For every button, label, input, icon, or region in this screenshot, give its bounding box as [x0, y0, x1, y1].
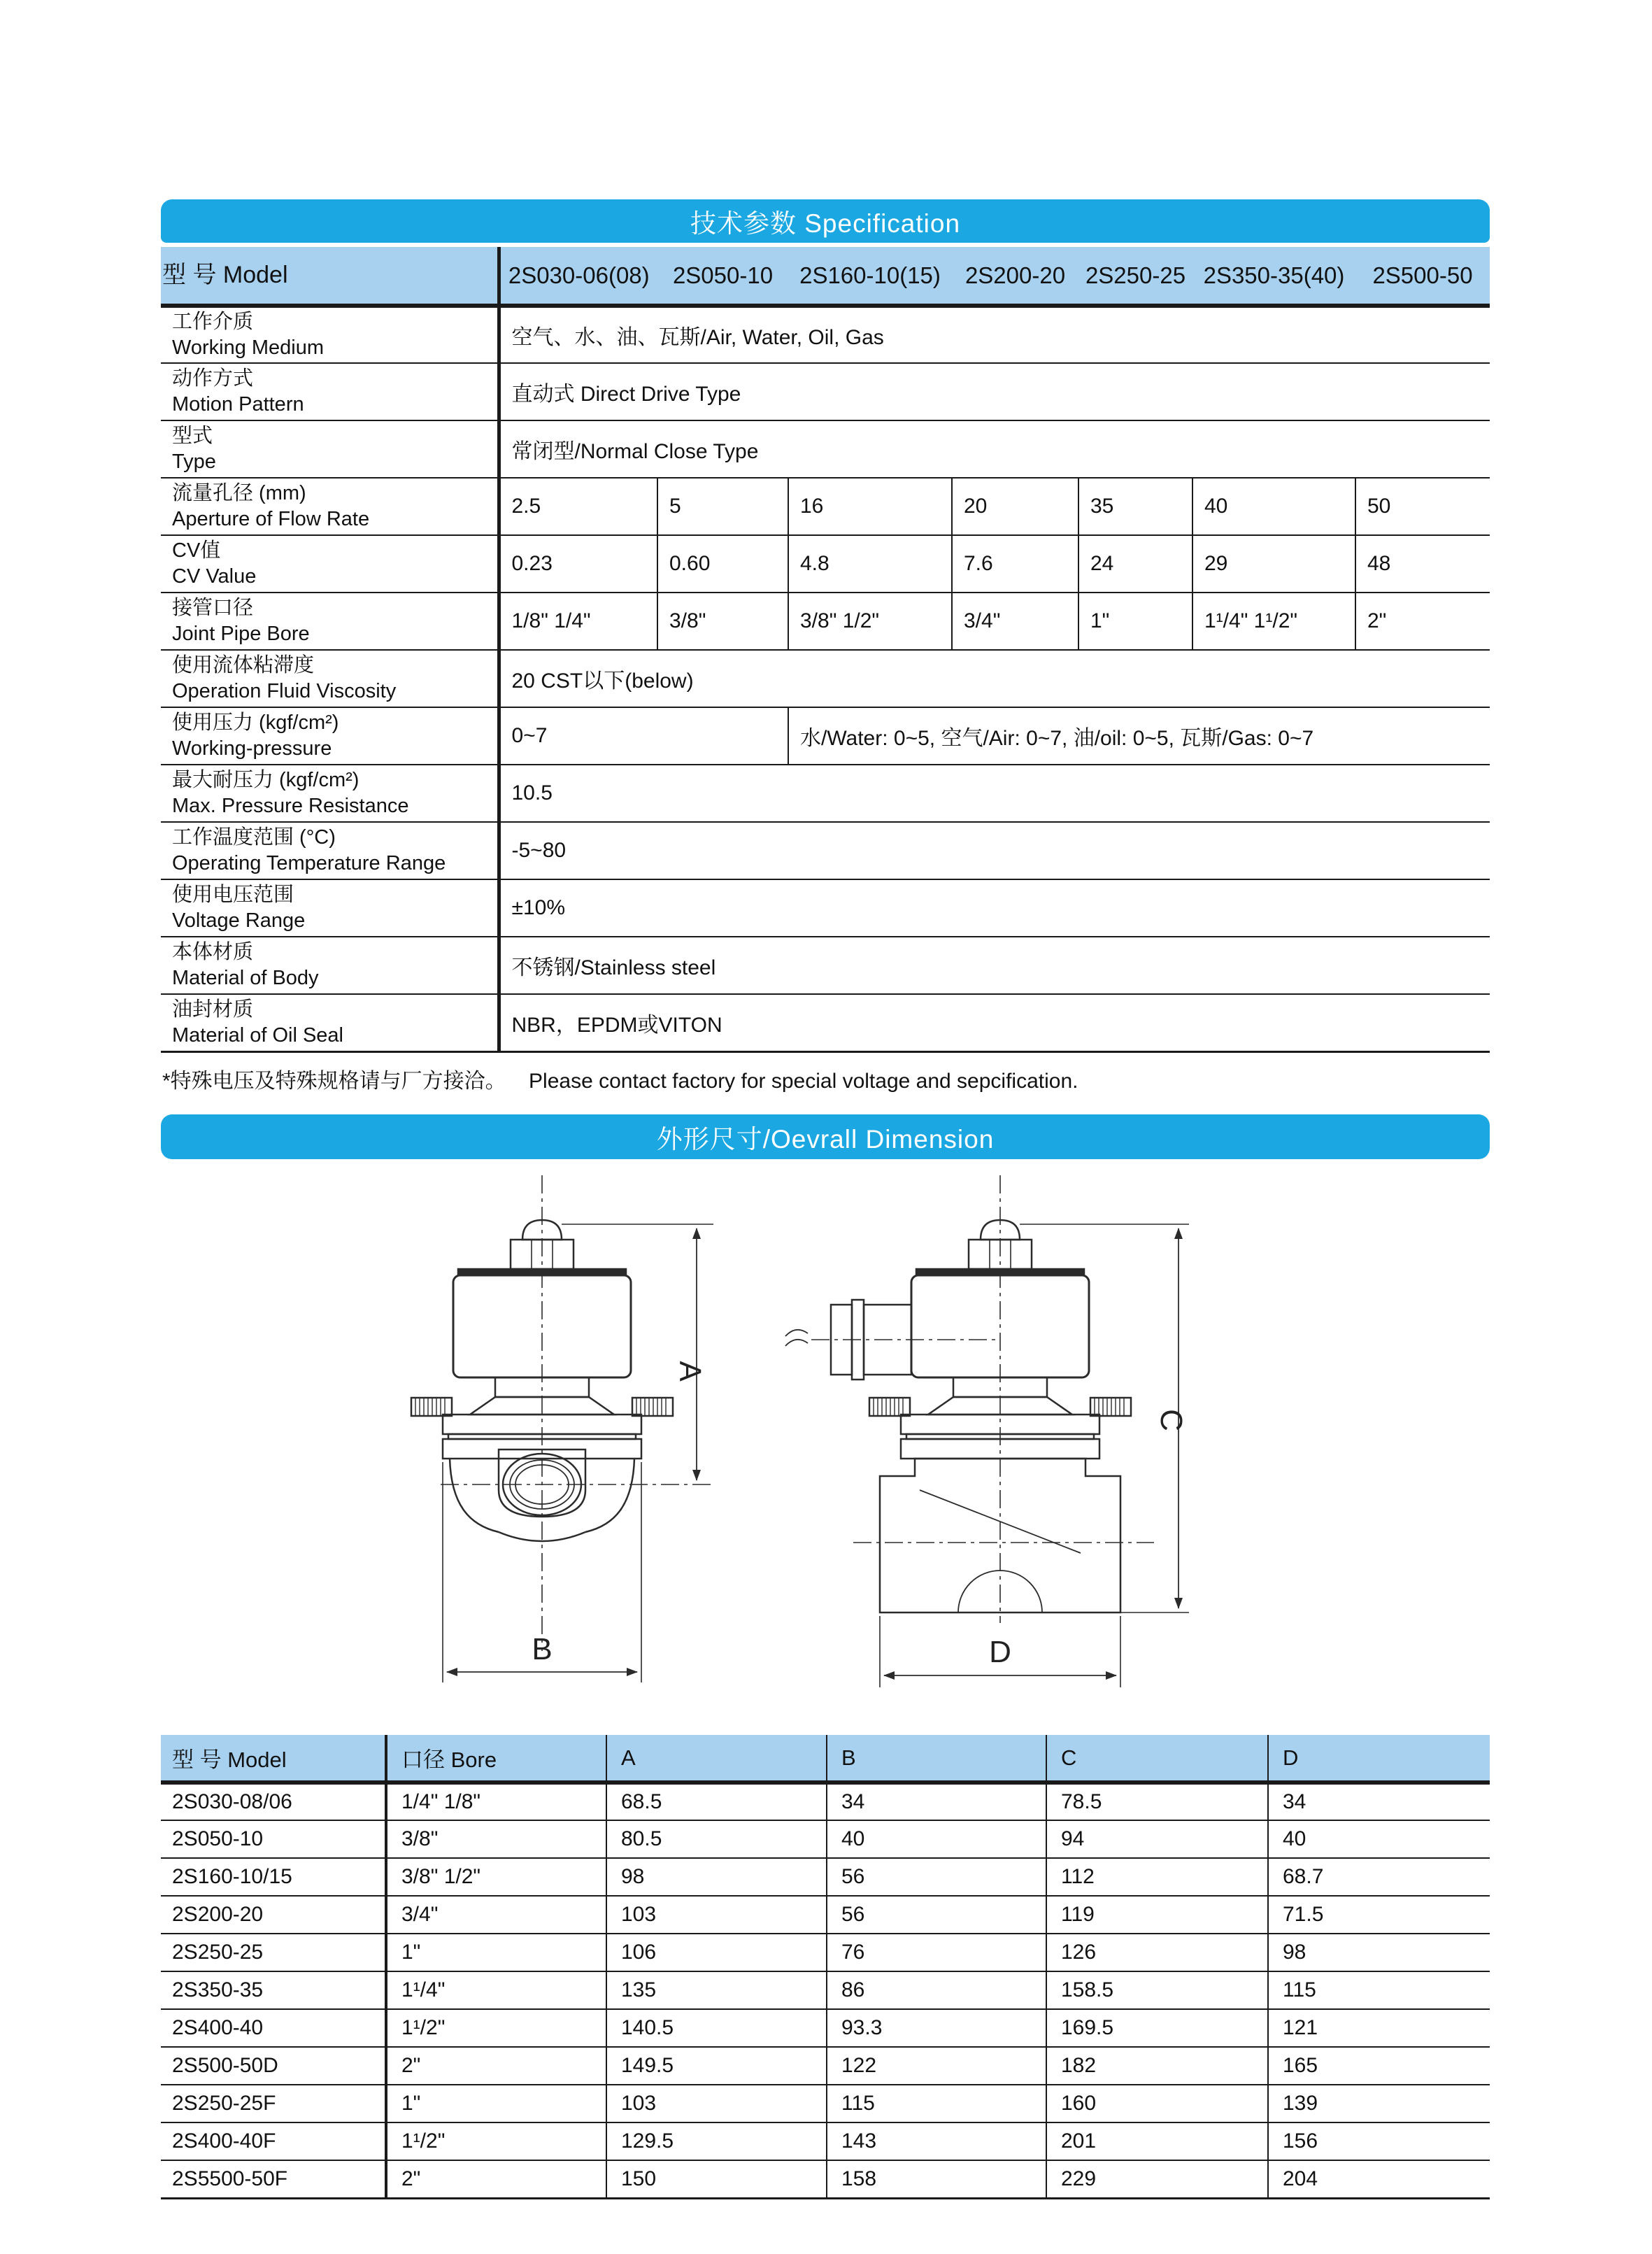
dim-cell-d: 71.5 [1268, 1896, 1490, 1934]
dim-cell-d: 139 [1268, 2085, 1490, 2122]
model-name: 2S500-50 [1355, 247, 1490, 306]
dim-cell-model: 2S500-50D [161, 2047, 386, 2085]
spec-value-cell: 1" [1078, 593, 1192, 650]
dim-cell-b: 76 [827, 1934, 1046, 1971]
spec-row-oil-seal [161, 994, 1490, 1051]
model-header-row [161, 247, 1490, 306]
spec-row-temperature [161, 822, 1490, 879]
model-row-label: 型 号 Model [161, 247, 499, 306]
spec-title-bar [161, 199, 1490, 243]
dim-cell-a: 149.5 [606, 2047, 827, 2085]
dim-cell-b: 158 [827, 2160, 1046, 2198]
dim-cell-a: 80.5 [606, 1820, 827, 1858]
dimension-c-label: C [1154, 1409, 1188, 1431]
dim-cell-a: 103 [606, 2085, 827, 2122]
dim-cell-bore: 1¹/2" [386, 2009, 606, 2047]
dim-cell-a: 106 [606, 1934, 827, 1971]
spec-value-cell: NBR，EPDM或VITON [499, 994, 1490, 1051]
dim-header-bore: 口径 Bore [386, 1735, 606, 1782]
spec-value-cell: 20 CST以下(below) [499, 650, 1490, 707]
dim-cell-model: 2S5500-50F [161, 2160, 386, 2198]
dim-cell-d: 40 [1268, 1820, 1490, 1858]
spec-value-cell: 2.5 [499, 478, 657, 535]
dim-cell-b: 56 [827, 1858, 1046, 1896]
spec-row-label: 使用电压范围 Voltage Range [161, 879, 499, 937]
model-name: 2S200-20 [952, 247, 1078, 306]
dim-cell-bore: 3/8" [386, 1820, 606, 1858]
dimension-table [161, 1735, 1490, 2199]
spec-value-cell: 3/8" 1/2" [788, 593, 952, 650]
spec-title: 技术参数 Specification [690, 209, 961, 238]
dim-cell-c: 94 [1046, 1820, 1268, 1858]
table-row [161, 1971, 1490, 2009]
dim-cell-c: 229 [1046, 2160, 1268, 2198]
spec-value-cell: 3/8" [657, 593, 788, 650]
spec-value-cell: 常闭型/Normal Close Type [499, 420, 1490, 478]
dim-cell-model: 2S250-25F [161, 2085, 386, 2122]
dimension-title: 外形尺寸/Oevrall Dimension [656, 1125, 995, 1154]
spec-row-label: 使用压力 (kgf/cm²) Working-pressure [161, 707, 499, 765]
dim-cell-bore: 1¹/2" [386, 2122, 606, 2160]
side-view-drawing [785, 1175, 1189, 1687]
dim-header-b: B [827, 1735, 1046, 1782]
spec-value-cell: 空气、水、油、瓦斯/Air, Water, Oil, Gas [499, 306, 1490, 363]
spec-row-label: 接管口径 Joint Pipe Bore [161, 593, 499, 650]
spec-value-cell: -5~80 [499, 822, 1490, 879]
spec-row-type [161, 420, 1490, 478]
spec-value-cell: 1/8" 1/4" [499, 593, 657, 650]
dim-cell-b: 34 [827, 1782, 1046, 1820]
footnote-en: Please contact factory for special voltage and sepcification. [529, 1070, 1078, 1093]
dim-cell-c: 126 [1046, 1934, 1268, 1971]
dim-cell-d: 98 [1268, 1934, 1490, 1971]
dim-cell-d: 204 [1268, 2160, 1490, 2198]
spec-row-label: 型式 Type [161, 420, 499, 478]
dim-cell-c: 112 [1046, 1858, 1268, 1896]
table-row [161, 2122, 1490, 2160]
dim-cell-b: 56 [827, 1896, 1046, 1934]
table-row [161, 2009, 1490, 2047]
dim-cell-a: 129.5 [606, 2122, 827, 2160]
spec-row-viscosity [161, 650, 1490, 707]
model-name: 2S050-10 [657, 247, 788, 306]
dim-cell-a: 103 [606, 1896, 827, 1934]
spec-row-aperture [161, 478, 1490, 535]
spec-value-cell: 0.60 [657, 535, 788, 593]
dim-cell-a: 135 [606, 1971, 827, 2009]
dim-cell-d: 115 [1268, 1971, 1490, 2009]
spec-row-working-medium [161, 306, 1490, 363]
spec-row-max-pressure [161, 765, 1490, 822]
dim-cell-c: 201 [1046, 2122, 1268, 2160]
dim-cell-d: 68.7 [1268, 1858, 1490, 1896]
spec-value-cell: ±10% [499, 879, 1490, 937]
spec-value-cell: 直动式 Direct Drive Type [499, 363, 1490, 420]
dimension-table-header [161, 1735, 1490, 1782]
spec-row-pipe-bore [161, 593, 1490, 650]
model-name: 2S350-35(40) [1192, 247, 1355, 306]
dim-cell-b: 93.3 [827, 2009, 1046, 2047]
dimension-a-label: A [673, 1361, 707, 1382]
dim-cell-c: 169.5 [1046, 2009, 1268, 2047]
dim-cell-bore: 3/4" [386, 1896, 606, 1934]
dim-cell-c: 158.5 [1046, 1971, 1268, 2009]
dim-cell-model: 2S160-10/15 [161, 1858, 386, 1896]
dim-cell-bore: 1" [386, 2085, 606, 2122]
dim-cell-model: 2S200-20 [161, 1896, 386, 1934]
spec-value-cell: 0~7 [499, 707, 788, 765]
spec-row-cv [161, 535, 1490, 593]
dimension-title-bar [161, 1114, 1490, 1159]
dim-cell-bore: 3/8" 1/2" [386, 1858, 606, 1896]
spec-value-cell: 4.8 [788, 535, 952, 593]
spec-row-label: 工作温度范围 (°C) Operating Temperature Range [161, 822, 499, 879]
dim-cell-a: 98 [606, 1858, 827, 1896]
dim-cell-model: 2S400-40 [161, 2009, 386, 2047]
spec-row-label: 流量孔径 (mm) Aperture of Flow Rate [161, 478, 499, 535]
table-row [161, 2047, 1490, 2085]
spec-value-cell: 29 [1192, 535, 1355, 593]
dim-cell-model: 2S030-08/06 [161, 1782, 386, 1820]
dim-cell-a: 150 [606, 2160, 827, 2198]
dim-cell-c: 119 [1046, 1896, 1268, 1934]
spec-value-cell: 20 [952, 478, 1078, 535]
model-name: 2S160-10(15) [788, 247, 952, 306]
dim-cell-a: 140.5 [606, 2009, 827, 2047]
dim-cell-b: 115 [827, 2085, 1046, 2122]
dim-header-d: D [1268, 1735, 1490, 1782]
spec-row-label: 使用流体粘滞度 Operation Fluid Viscosity [161, 650, 499, 707]
dim-cell-d: 165 [1268, 2047, 1490, 2085]
table-row [161, 1858, 1490, 1896]
dim-cell-model: 2S400-40F [161, 2122, 386, 2160]
table-row [161, 2085, 1490, 2122]
spec-value-cell: 50 [1355, 478, 1490, 535]
spec-row-body-material [161, 937, 1490, 994]
spec-row-label: 工作介质 Working Medium [161, 306, 499, 363]
spec-row-label: 动作方式 Motion Pattern [161, 363, 499, 420]
spec-value-cell: 2" [1355, 593, 1490, 650]
model-name: 2S030-06(08) [499, 247, 657, 306]
footnote-zh: *特殊电压及特殊规格请与厂方接洽。 [162, 1070, 506, 1093]
front-view-drawing [411, 1175, 713, 1682]
table-row [161, 2160, 1490, 2198]
dim-cell-b: 40 [827, 1820, 1046, 1858]
spec-row-label: CV值 CV Value [161, 535, 499, 593]
dim-cell-d: 34 [1268, 1782, 1490, 1820]
spec-row-voltage-range [161, 879, 1490, 937]
spec-value-cell: 40 [1192, 478, 1355, 535]
dim-cell-b: 86 [827, 1971, 1046, 2009]
dim-cell-bore: 1¹/4" [386, 1971, 606, 2009]
dim-cell-bore: 1/4" 1/8" [386, 1782, 606, 1820]
dim-cell-bore: 2" [386, 2047, 606, 2085]
dim-cell-model: 2S350-35 [161, 1971, 386, 2009]
spec-value-cell: 水/Water: 0~5, 空气/Air: 0~7, 油/oil: 0~5, 瓦斯/Gas: 0~7 [788, 707, 1490, 765]
dim-cell-model: 2S050-10 [161, 1820, 386, 1858]
spec-value-cell: 0.23 [499, 535, 657, 593]
dim-cell-bore: 2" [386, 2160, 606, 2198]
spec-value-cell: 10.5 [499, 765, 1490, 822]
spec-row-label: 最大耐压力 (kgf/cm²) Max. Pressure Resistance [161, 765, 499, 822]
footnote [162, 1063, 1491, 1094]
dim-cell-d: 156 [1268, 2122, 1490, 2160]
spec-value-cell: 16 [788, 478, 952, 535]
dim-cell-d: 121 [1268, 2009, 1490, 2047]
spec-value-cell: 7.6 [952, 535, 1078, 593]
dim-cell-c: 182 [1046, 2047, 1268, 2085]
model-name: 2S250-25 [1078, 247, 1192, 306]
spec-value-cell: 5 [657, 478, 788, 535]
dim-cell-bore: 1" [386, 1934, 606, 1971]
dim-header-c: C [1046, 1735, 1268, 1782]
spec-row-label: 油封材质 Material of Oil Seal [161, 994, 499, 1051]
dim-cell-a: 68.5 [606, 1782, 827, 1820]
dimension-b-label: B [532, 1632, 553, 1666]
spec-value-cell: 1¹/4" 1¹/2" [1192, 593, 1355, 650]
dim-header-a: A [606, 1735, 827, 1782]
spec-value-cell: 48 [1355, 535, 1490, 593]
spec-value-cell: 35 [1078, 478, 1192, 535]
spec-value-cell: 不锈钢/Stainless steel [499, 937, 1490, 994]
dim-cell-model: 2S250-25 [161, 1934, 386, 1971]
dim-header-model: 型 号 Model [161, 1735, 386, 1782]
outline-drawing [161, 1161, 1490, 1728]
table-row [161, 1896, 1490, 1934]
table-row [161, 1782, 1490, 1820]
dim-cell-c: 78.5 [1046, 1782, 1268, 1820]
spec-value-cell: 24 [1078, 535, 1192, 593]
dim-cell-b: 122 [827, 2047, 1046, 2085]
spec-table [161, 247, 1490, 1053]
dim-cell-c: 160 [1046, 2085, 1268, 2122]
table-row [161, 1820, 1490, 1858]
dim-cell-b: 143 [827, 2122, 1046, 2160]
spec-row-label: 本体材质 Material of Body [161, 937, 499, 994]
spec-value-cell: 3/4" [952, 593, 1078, 650]
spec-row-motion-pattern [161, 363, 1490, 420]
table-row [161, 1934, 1490, 1971]
spec-row-working-pressure [161, 707, 1490, 765]
dimension-d-label: D [989, 1635, 1011, 1669]
